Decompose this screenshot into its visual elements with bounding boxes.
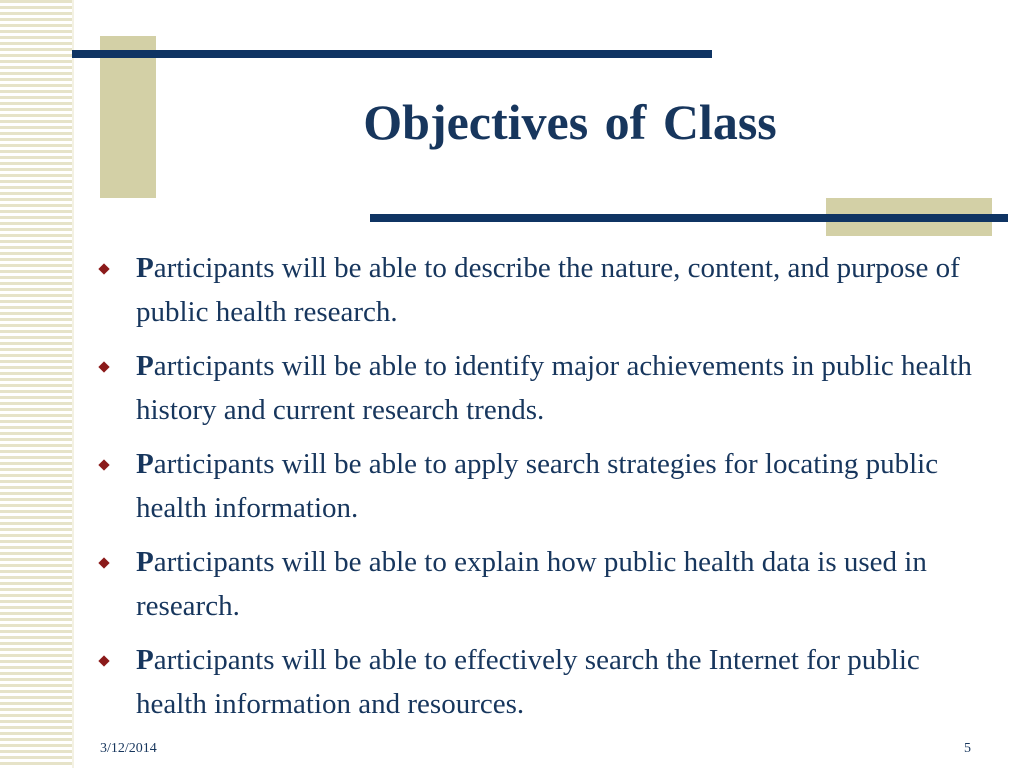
bullet-initial: P xyxy=(136,644,154,676)
diamond-bullet-icon xyxy=(98,459,109,470)
bullet-text: articipants will be able to apply search strategies for locating public health information. xyxy=(136,448,939,524)
bullet-initial: P xyxy=(136,350,154,382)
diamond-bullet-icon xyxy=(98,263,109,274)
list-item xyxy=(96,540,976,628)
bullet-text: articipants will be able to effectively search the Internet for public health information and resources. xyxy=(136,644,920,720)
bullet-text: articipants will be able to describe the nature, content, and purpose of public health research. xyxy=(136,252,960,328)
page-number: 5 xyxy=(964,741,971,756)
list-item xyxy=(96,246,976,334)
list-item xyxy=(96,638,976,726)
list-item xyxy=(96,442,976,530)
left-stripe-edge xyxy=(72,0,74,768)
navy-rule-top xyxy=(72,50,712,58)
bullet-text: articipants will be able to explain how public health data is used in research. xyxy=(136,546,927,622)
footer-date: 3/12/2014 xyxy=(100,741,157,756)
diamond-bullet-icon xyxy=(98,361,109,372)
objectives-list xyxy=(96,246,976,736)
diamond-bullet-icon xyxy=(98,655,109,666)
list-item xyxy=(96,344,976,432)
tan-block-top-decoration xyxy=(100,36,156,198)
left-stripe-decoration xyxy=(0,0,72,768)
diamond-bullet-icon xyxy=(98,557,109,568)
bullet-text: articipants will be able to identify major achievements in public health history and current research trends. xyxy=(136,350,972,426)
navy-rule-bottom xyxy=(370,214,1008,222)
bullet-initial: P xyxy=(136,252,154,284)
bullet-initial: P xyxy=(136,546,154,578)
bullet-initial: P xyxy=(136,448,154,480)
slide-title: Objectives of Class xyxy=(363,94,777,150)
